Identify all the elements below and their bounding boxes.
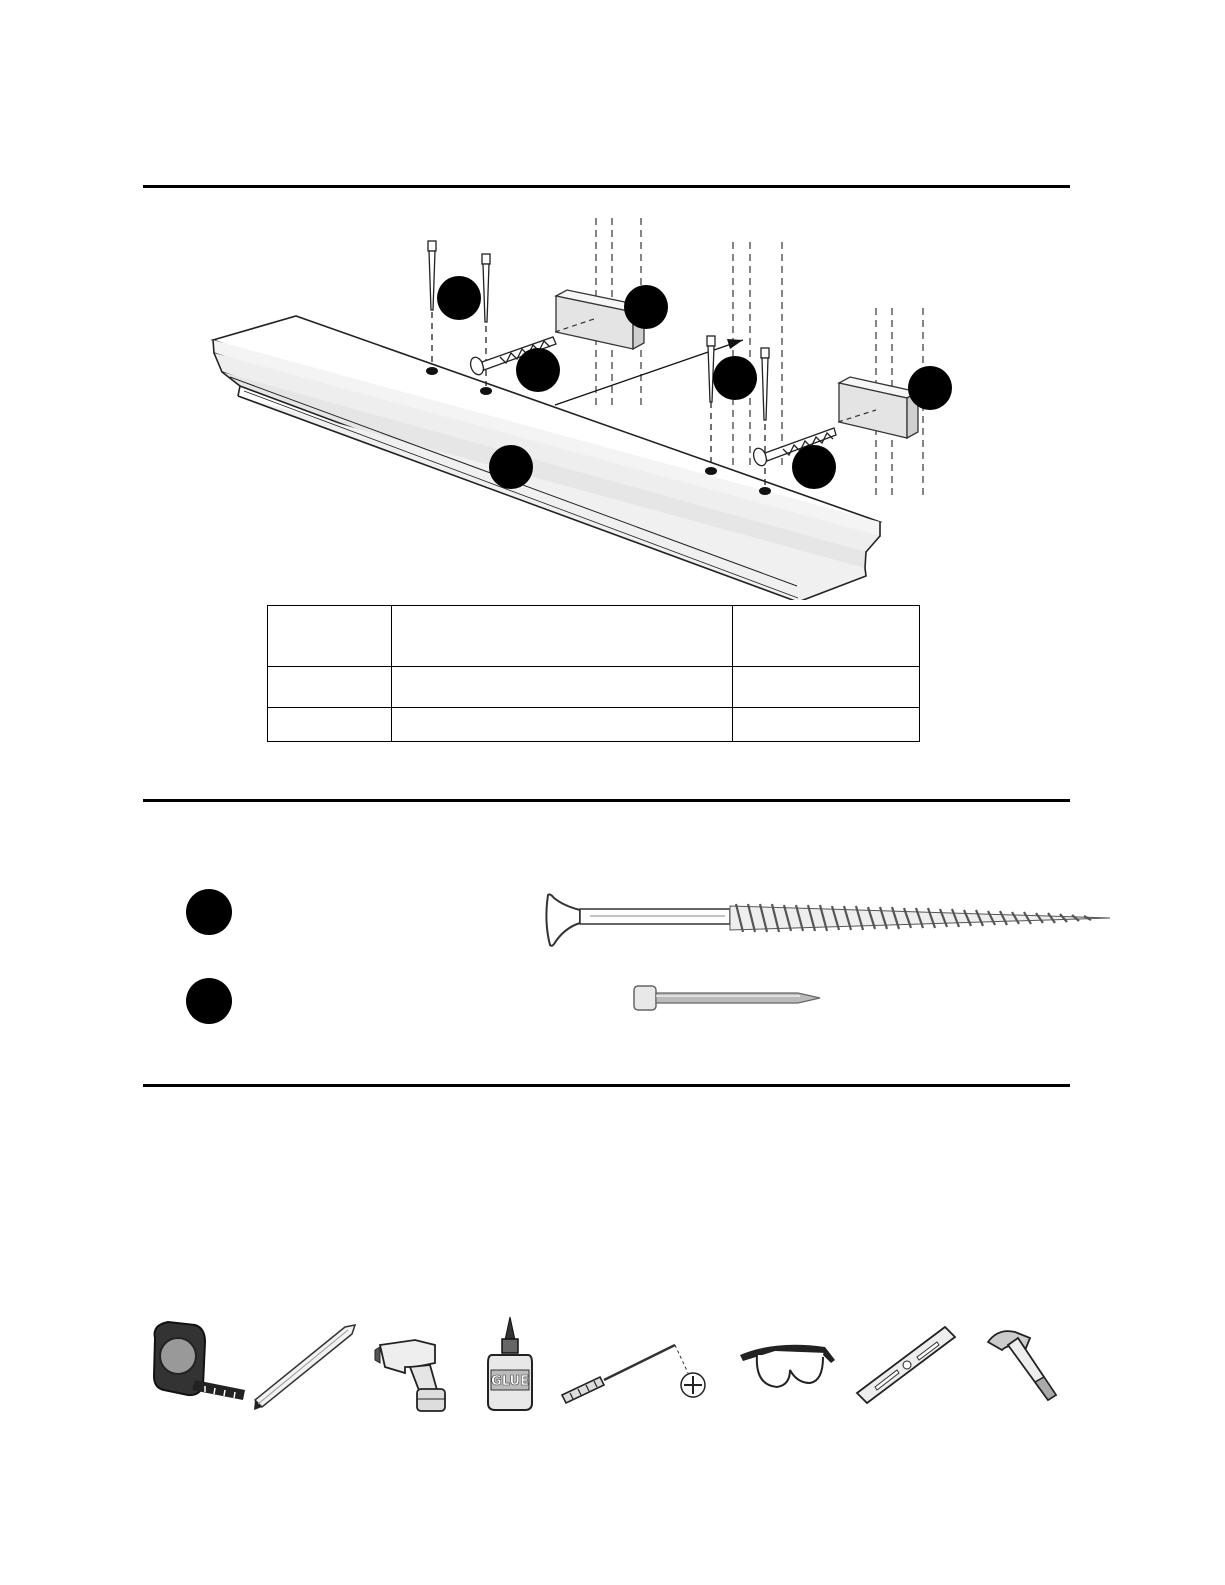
section-rule-bottom: [143, 1084, 1070, 1087]
tape-measure-icon: [154, 1322, 245, 1400]
table-cell: [268, 708, 392, 742]
table-row: [268, 708, 920, 742]
hammer-icon: [988, 1331, 1056, 1400]
hardware-callout-a: [186, 889, 232, 935]
table-cell: [392, 667, 733, 708]
phillips-screwdriver-icon: [562, 1345, 705, 1403]
table-cell: [392, 708, 733, 742]
glue-bottle-icon: [488, 1317, 532, 1410]
pencil-icon: [254, 1325, 355, 1410]
table-row: [268, 667, 920, 708]
finishing-nail-icon: [630, 983, 825, 1013]
section-rule-middle: [143, 799, 1070, 802]
table-cell: [733, 667, 920, 708]
table-cell: [733, 606, 920, 667]
lag-screw-icon: [540, 880, 1125, 955]
power-drill-icon: [375, 1340, 445, 1411]
tools-row: [140, 1310, 1080, 1415]
arrow-head: [727, 339, 743, 349]
table-cell: [733, 708, 920, 742]
table-cell: [268, 606, 392, 667]
table-cell: [268, 667, 392, 708]
parts-table: [267, 605, 920, 742]
table-row: [268, 606, 920, 667]
safety-glasses-icon: [740, 1345, 835, 1387]
level-icon: [857, 1327, 955, 1403]
glue-label: GLUE: [491, 1374, 529, 1389]
table-cell: [392, 606, 733, 667]
hardware-callout-b: [186, 978, 232, 1024]
assembly-diagram: [0, 0, 1225, 600]
